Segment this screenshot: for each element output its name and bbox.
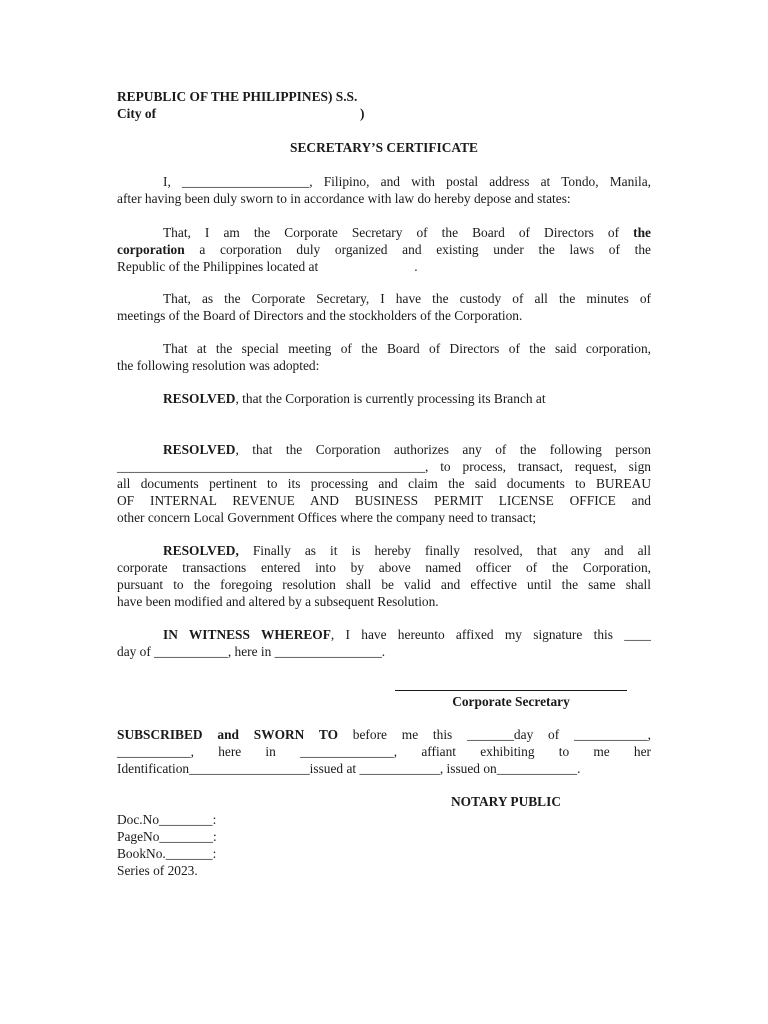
paragraph-affiant: I, ___________________, Filipino, and with postal address at Tondo, Manila, after having been duly sworn to in accordance with law do hereby depose and states: <box>117 174 652 206</box>
jurat-clause: SUBSCRIBED and SWORN TO before me this _______day of ___________, ___________, here in ______________, affiant exhibiting to me her Identification__________________issued at ____________, issued on____________. <box>117 727 651 776</box>
paragraph-special-meeting: That at the special meeting of the Board of Directors of the said corporation, the following resolution was adopted: <box>117 341 651 373</box>
resolution-authorization: RESOLVED, that the Corporation authorizes any of the following person ______________________________________________, to process, transact, request, sign all documents pertinent to its processing and claim the said documents to BUREAU OF INTERNAL REVENUE AND BUSINESS PERMIT LICENSE OFFICE and other concern Local Government Offices where the company need to transact; <box>117 442 651 525</box>
witness-clause: IN WITNESS WHEREOF, I have hereunto affixed my signature this ____ day of ___________, here in ________________. <box>117 627 651 659</box>
header-city-label: City of <box>117 106 157 121</box>
paragraph-corporate-secretary: That, I am the Corporate Secretary of the Board of Directors of the corporation a corporation duly organized and existing under the laws of the Republic of the Philippines located at . <box>117 225 651 274</box>
header-republic: REPUBLIC OF THE PHILIPPINES) S.S. <box>117 89 358 104</box>
resolution-final: RESOLVED, Finally as it is hereby finally resolved, that any and all corporate transactions entered into by above named officer of the Corporation, pursuant to the foregoing resolution shall be valid and effective until the same shall have been modified and altered by a subsequent Resolution. <box>117 543 651 609</box>
notarial-register <box>117 811 651 879</box>
document-title: SECRETARY’S CERTIFICATE <box>290 140 478 155</box>
header-city-paren: ) <box>360 106 365 121</box>
series: Series of 2023. <box>117 863 198 878</box>
resolution-branch: RESOLVED, that the Corporation is currently processing its Branch at <box>163 391 546 406</box>
signature-line <box>395 690 627 691</box>
paragraph-custody: That, as the Corporate Secretary, I have the custody of all the minutes of meetings of the Board of Directors and the stockholders of the Corporation. <box>117 291 651 323</box>
page-no: PageNo________: <box>117 829 217 844</box>
notary-public-label: NOTARY PUBLIC <box>450 794 561 809</box>
doc-no: Doc.No________: <box>117 812 217 827</box>
signature-label: Corporate Secretary <box>452 694 570 709</box>
header-line-1 <box>117 88 651 105</box>
person-blank: ______________________________________________ <box>117 459 425 474</box>
name-blank: ___________________ <box>181 174 310 189</box>
book-no: BookNo._______: <box>117 846 217 861</box>
header-line-2 <box>117 105 651 122</box>
